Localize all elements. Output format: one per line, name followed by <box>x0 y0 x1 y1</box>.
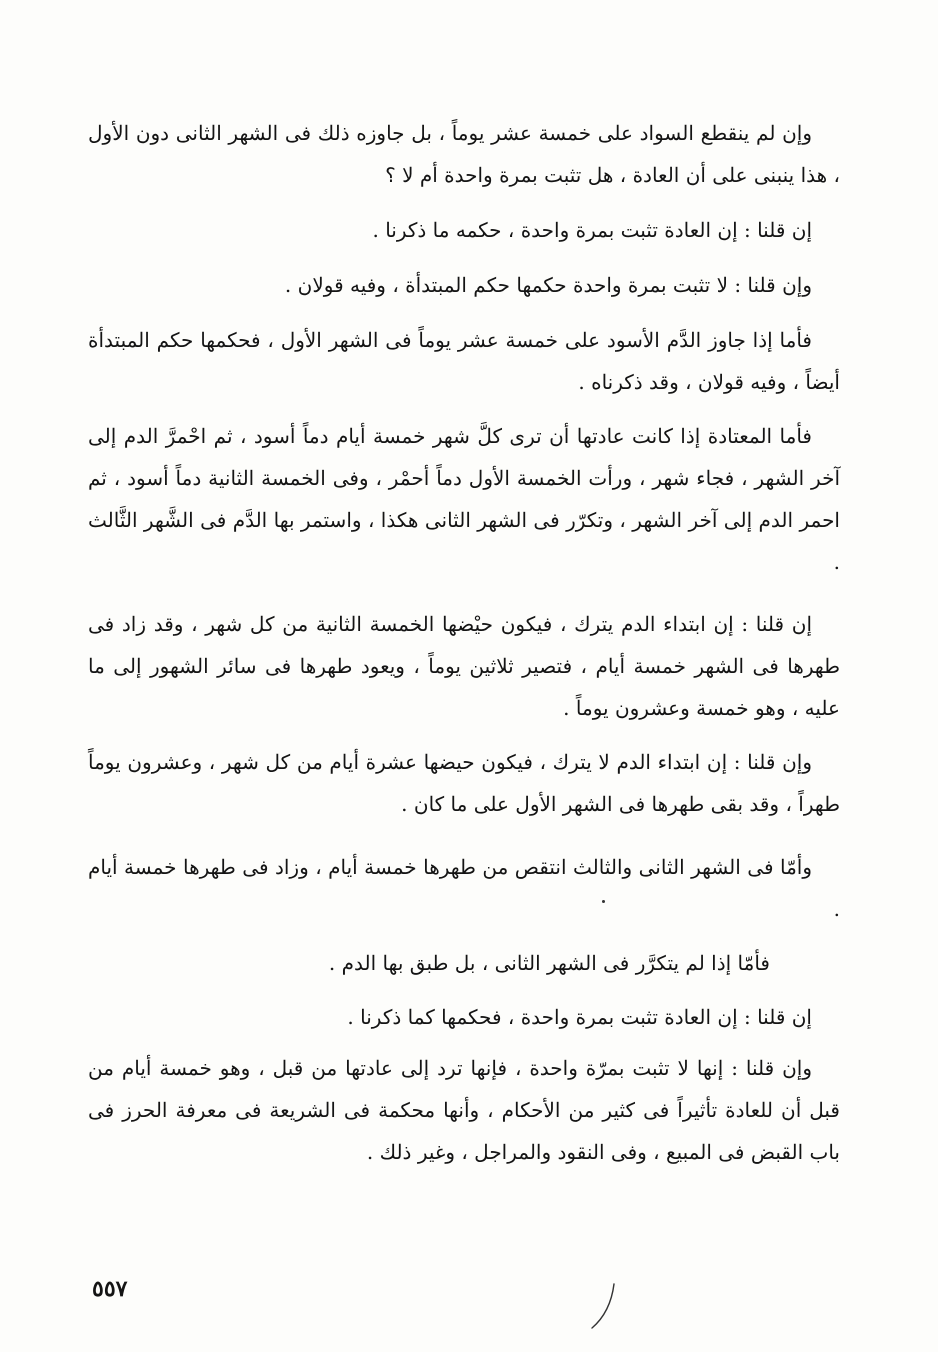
paragraph-text: إن قلنا : إن العادة تثبت بمرة واحدة ، فحكمها كما ذكرنا . <box>347 1005 812 1029</box>
paragraph-9 <box>88 942 840 984</box>
paragraph-11 <box>88 1047 840 1173</box>
page-number: ٥٥٧ <box>92 1276 128 1302</box>
paragraph-text: إن قلنا : إن ابتداء الدم يترك ، فيكون حيْضها الخمسة الثانية من كل شهر ، وقد زاد فى طهرها فى الشهر خمسة أيام ، فتصير ثلاثين يوماً ، ويعود طهرها فى سائر الشهور إلى ما عليه ، وهو خمسة وعشرون يوماً . <box>88 612 840 720</box>
paragraph-text: وإن قلنا : إن ابتداء الدم لا يترك ، فيكون حيضها عشرة أيام من كل شهر ، وعشرون يوماً طهراً ، وقد بقى طهرها فى الشهر الأول على ما كان . <box>88 750 840 816</box>
paragraph-5 <box>88 415 840 583</box>
paragraph-7 <box>88 741 840 825</box>
paragraph-text: فأما إذا جاوز الدَّم الأسود على خمسة عشر يوماً فى الشهر الأول ، فحكمها حكم المبتدأة أيضاً ، وفيه قولان ، وقد ذكرناه . <box>88 328 840 394</box>
paragraph-8 <box>88 846 840 930</box>
paragraph-text: وأمّا فى الشهر الثانى والثالث انتقص من طهرها خمسة أيام ، وزاد فى طهرها خمسة أيام . <box>88 855 840 921</box>
pen-stroke-mark <box>588 1282 618 1332</box>
paragraph-10 <box>88 996 840 1038</box>
paragraph-6 <box>88 603 840 729</box>
paragraph-text: فأمّا إذا لم يتكرَّر فى الشهر الثانى ، بل طبق بها الدم . <box>328 951 770 975</box>
paragraph-2 <box>88 209 840 251</box>
paragraph-text: وإن قلنا : إنها لا تثبت بمرّة واحدة ، فإنها ترد إلى عادتها من قبل ، وهو خمسة أيام من قبل أن للعادة تأثيراً فى كثير من الأحكام ، وأنها محكمة فى الشريعة فى معرفة الحرز فى باب القبض فى المبيع ، وفى النقود والمراجل ، وغير ذلك . <box>88 1056 840 1164</box>
paragraph-text: إن قلنا : إن العادة تثبت بمرة واحدة ، حكمه ما ذكرنا . <box>372 218 812 242</box>
paragraph-3 <box>88 264 840 306</box>
paragraph-text: فأما المعتادة إذا كانت عادتها أن ترى كلَّ شهر خمسة أيام دماً أسود ، ثم احْمرَّ الدم إلى آخر الشهر ، فجاء شهر ، ورأت الخمسة الأول دماً أحمْر ، وفى الخمسة الثانية دماً أسود ، ثم احمر الدم إلى آخر الشهر ، وتكرّر فى الشهر الثانى هكذا ، واستمر بها الدَّم فى الشَّهر الثَّالث . <box>88 424 840 574</box>
paragraph-text: وإن لم ينقطع السواد على خمسة عشر يوماً ، بل جاوزه ذلك فى الشهر الثانى دون الأول ، هذا ينبنى على أن العادة ، هل تثبت بمرة واحدة أم لا ؟ <box>88 121 840 187</box>
paragraph-text: وإن قلنا : لا تثبت بمرة واحدة حكمها حكم المبتدأة ، وفيه قولان . <box>284 273 812 297</box>
ink-speck <box>602 900 605 903</box>
paragraph-4 <box>88 319 840 403</box>
paragraph-1 <box>88 112 840 196</box>
